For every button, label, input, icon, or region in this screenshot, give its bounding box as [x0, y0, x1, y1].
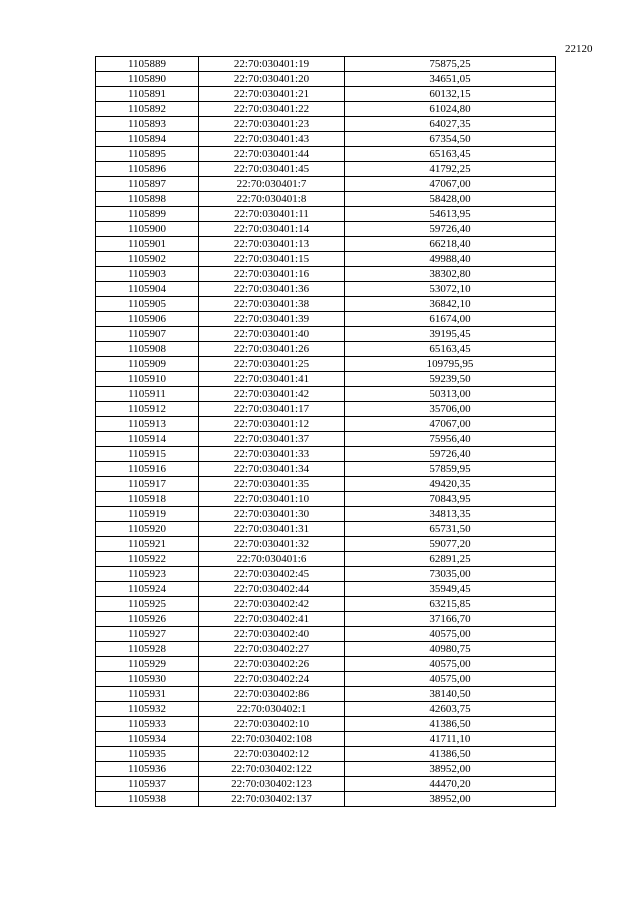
cadastral-number-cell: 22:70:030401:26	[199, 342, 345, 357]
value-cell: 35706,00	[345, 402, 556, 417]
record-number-cell: 1105930	[96, 672, 199, 687]
record-number-cell: 1105936	[96, 762, 199, 777]
record-number-cell: 1105891	[96, 87, 199, 102]
record-number-cell: 1105926	[96, 612, 199, 627]
value-cell: 75875,25	[345, 57, 556, 72]
value-cell: 60132,15	[345, 87, 556, 102]
cadastral-number-cell: 22:70:030402:44	[199, 582, 345, 597]
cadastral-number-cell: 22:70:030401:31	[199, 522, 345, 537]
cadastral-number-cell: 22:70:030402:1	[199, 702, 345, 717]
value-cell: 41386,50	[345, 717, 556, 732]
record-number-cell: 1105934	[96, 732, 199, 747]
record-number-cell: 1105931	[96, 687, 199, 702]
cadastral-number-cell: 22:70:030402:27	[199, 642, 345, 657]
record-number-cell: 1105914	[96, 432, 199, 447]
record-number-cell: 1105901	[96, 237, 199, 252]
table-row	[96, 507, 556, 522]
value-cell: 53072,10	[345, 282, 556, 297]
cadastral-number-cell: 22:70:030401:36	[199, 282, 345, 297]
cadastral-number-cell: 22:70:030401:25	[199, 357, 345, 372]
value-cell: 37166,70	[345, 612, 556, 627]
record-number-cell: 1105910	[96, 372, 199, 387]
value-cell: 40575,00	[345, 627, 556, 642]
record-number-cell: 1105921	[96, 537, 199, 552]
cadastral-number-cell: 22:70:030402:10	[199, 717, 345, 732]
table-row	[96, 222, 556, 237]
registry-table	[95, 56, 556, 807]
record-number-cell: 1105889	[96, 57, 199, 72]
record-number-cell: 1105909	[96, 357, 199, 372]
record-number-cell: 1105922	[96, 552, 199, 567]
record-number-cell: 1105916	[96, 462, 199, 477]
record-number-cell: 1105919	[96, 507, 199, 522]
record-number-cell: 1105907	[96, 327, 199, 342]
table-row	[96, 582, 556, 597]
record-number-cell: 1105906	[96, 312, 199, 327]
value-cell: 35949,45	[345, 582, 556, 597]
value-cell: 38952,00	[345, 762, 556, 777]
cadastral-number-cell: 22:70:030401:11	[199, 207, 345, 222]
value-cell: 66218,40	[345, 237, 556, 252]
cadastral-number-cell: 22:70:030401:30	[199, 507, 345, 522]
value-cell: 38140,50	[345, 687, 556, 702]
record-number-cell: 1105935	[96, 747, 199, 762]
cadastral-number-cell: 22:70:030401:44	[199, 147, 345, 162]
table-row	[96, 252, 556, 267]
table-row	[96, 327, 556, 342]
table-row	[96, 117, 556, 132]
cadastral-number-cell: 22:70:030401:15	[199, 252, 345, 267]
table-row	[96, 792, 556, 807]
record-number-cell: 1105911	[96, 387, 199, 402]
record-number-cell: 1105902	[96, 252, 199, 267]
cadastral-number-cell: 22:70:030401:21	[199, 87, 345, 102]
value-cell: 70843,95	[345, 492, 556, 507]
value-cell: 109795,95	[345, 357, 556, 372]
cadastral-number-cell: 22:70:030401:23	[199, 117, 345, 132]
value-cell: 39195,45	[345, 327, 556, 342]
value-cell: 59239,50	[345, 372, 556, 387]
table-row	[96, 162, 556, 177]
value-cell: 34651,05	[345, 72, 556, 87]
value-cell: 41386,50	[345, 747, 556, 762]
table-row	[96, 237, 556, 252]
table-row	[96, 642, 556, 657]
record-number-cell: 1105892	[96, 102, 199, 117]
table-row	[96, 717, 556, 732]
cadastral-number-cell: 22:70:030402:41	[199, 612, 345, 627]
value-cell: 61674,00	[345, 312, 556, 327]
cadastral-number-cell: 22:70:030401:20	[199, 72, 345, 87]
cadastral-number-cell: 22:70:030401:16	[199, 267, 345, 282]
cadastral-number-cell: 22:70:030401:34	[199, 462, 345, 477]
record-number-cell: 1105890	[96, 72, 199, 87]
value-cell: 57859,95	[345, 462, 556, 477]
record-number-cell: 1105900	[96, 222, 199, 237]
table-row	[96, 537, 556, 552]
value-cell: 58428,00	[345, 192, 556, 207]
cadastral-number-cell: 22:70:030401:19	[199, 57, 345, 72]
value-cell: 62891,25	[345, 552, 556, 567]
record-number-cell: 1105927	[96, 627, 199, 642]
cadastral-number-cell: 22:70:030402:42	[199, 597, 345, 612]
cadastral-number-cell: 22:70:030402:26	[199, 657, 345, 672]
record-number-cell: 1105929	[96, 657, 199, 672]
cadastral-number-cell: 22:70:030401:43	[199, 132, 345, 147]
value-cell: 36842,10	[345, 297, 556, 312]
cadastral-number-cell: 22:70:030401:14	[199, 222, 345, 237]
table-row	[96, 372, 556, 387]
cadastral-number-cell: 22:70:030402:45	[199, 567, 345, 582]
cadastral-number-cell: 22:70:030401:37	[199, 432, 345, 447]
table-row	[96, 357, 556, 372]
cadastral-number-cell: 22:70:030401:42	[199, 387, 345, 402]
table-row	[96, 492, 556, 507]
value-cell: 65163,45	[345, 147, 556, 162]
record-number-cell: 1105937	[96, 777, 199, 792]
record-number-cell: 1105920	[96, 522, 199, 537]
value-cell: 73035,00	[345, 567, 556, 582]
cadastral-number-cell: 22:70:030401:22	[199, 102, 345, 117]
record-number-cell: 1105913	[96, 417, 199, 432]
cadastral-number-cell: 22:70:030401:33	[199, 447, 345, 462]
record-number-cell: 1105903	[96, 267, 199, 282]
table-row	[96, 672, 556, 687]
table-row	[96, 597, 556, 612]
value-cell: 47067,00	[345, 417, 556, 432]
value-cell: 75956,40	[345, 432, 556, 447]
cadastral-number-cell: 22:70:030401:45	[199, 162, 345, 177]
record-number-cell: 1105904	[96, 282, 199, 297]
table-row	[96, 552, 556, 567]
table-row	[96, 417, 556, 432]
table-row	[96, 267, 556, 282]
record-number-cell: 1105896	[96, 162, 199, 177]
record-number-cell: 1105923	[96, 567, 199, 582]
table-row	[96, 432, 556, 447]
cadastral-number-cell: 22:70:030401:13	[199, 237, 345, 252]
cadastral-number-cell: 22:70:030402:24	[199, 672, 345, 687]
table-row	[96, 102, 556, 117]
cadastral-number-cell: 22:70:030402:108	[199, 732, 345, 747]
value-cell: 42603,75	[345, 702, 556, 717]
cadastral-number-cell: 22:70:030401:39	[199, 312, 345, 327]
value-cell: 41711,10	[345, 732, 556, 747]
cadastral-number-cell: 22:70:030402:122	[199, 762, 345, 777]
table-row	[96, 657, 556, 672]
value-cell: 65731,50	[345, 522, 556, 537]
table-row	[96, 147, 556, 162]
record-number-cell: 1105925	[96, 597, 199, 612]
record-number-cell: 1105933	[96, 717, 199, 732]
table-row	[96, 687, 556, 702]
record-number-cell: 1105908	[96, 342, 199, 357]
value-cell: 47067,00	[345, 177, 556, 192]
cadastral-number-cell: 22:70:030402:123	[199, 777, 345, 792]
record-number-cell: 1105924	[96, 582, 199, 597]
record-number-cell: 1105938	[96, 792, 199, 807]
record-number-cell: 1105893	[96, 117, 199, 132]
table-row	[96, 627, 556, 642]
table-row	[96, 732, 556, 747]
value-cell: 65163,45	[345, 342, 556, 357]
cadastral-number-cell: 22:70:030401:10	[199, 492, 345, 507]
registry-table-body	[96, 57, 556, 807]
cadastral-number-cell: 22:70:030401:6	[199, 552, 345, 567]
table-row	[96, 612, 556, 627]
table-row	[96, 777, 556, 792]
record-number-cell: 1105895	[96, 147, 199, 162]
cadastral-number-cell: 22:70:030401:17	[199, 402, 345, 417]
table-row	[96, 342, 556, 357]
cadastral-number-cell: 22:70:030401:8	[199, 192, 345, 207]
value-cell: 44470,20	[345, 777, 556, 792]
cadastral-number-cell: 22:70:030401:40	[199, 327, 345, 342]
value-cell: 59726,40	[345, 222, 556, 237]
table-row	[96, 177, 556, 192]
table-row	[96, 57, 556, 72]
value-cell: 59726,40	[345, 447, 556, 462]
value-cell: 54613,95	[345, 207, 556, 222]
value-cell: 63215,85	[345, 597, 556, 612]
table-row	[96, 282, 556, 297]
table-row	[96, 702, 556, 717]
value-cell: 59077,20	[345, 537, 556, 552]
table-row	[96, 132, 556, 147]
record-number-cell: 1105897	[96, 177, 199, 192]
cadastral-number-cell: 22:70:030401:12	[199, 417, 345, 432]
table-row	[96, 747, 556, 762]
table-row	[96, 462, 556, 477]
value-cell: 34813,35	[345, 507, 556, 522]
table-row	[96, 72, 556, 87]
cadastral-number-cell: 22:70:030401:41	[199, 372, 345, 387]
record-number-cell: 1105915	[96, 447, 199, 462]
table-row	[96, 762, 556, 777]
value-cell: 61024,80	[345, 102, 556, 117]
table-row	[96, 402, 556, 417]
cadastral-number-cell: 22:70:030401:35	[199, 477, 345, 492]
record-number-cell: 1105894	[96, 132, 199, 147]
table-row	[96, 447, 556, 462]
page-number: 22120	[565, 43, 593, 55]
table-row	[96, 297, 556, 312]
value-cell: 49420,35	[345, 477, 556, 492]
record-number-cell: 1105898	[96, 192, 199, 207]
record-number-cell: 1105905	[96, 297, 199, 312]
value-cell: 38952,00	[345, 792, 556, 807]
value-cell: 40980,75	[345, 642, 556, 657]
value-cell: 40575,00	[345, 672, 556, 687]
value-cell: 50313,00	[345, 387, 556, 402]
table-row	[96, 207, 556, 222]
cadastral-number-cell: 22:70:030402:137	[199, 792, 345, 807]
value-cell: 41792,25	[345, 162, 556, 177]
record-number-cell: 1105917	[96, 477, 199, 492]
record-number-cell: 1105899	[96, 207, 199, 222]
record-number-cell: 1105932	[96, 702, 199, 717]
table-row	[96, 192, 556, 207]
value-cell: 67354,50	[345, 132, 556, 147]
value-cell: 64027,35	[345, 117, 556, 132]
table-row	[96, 312, 556, 327]
cadastral-number-cell: 22:70:030401:38	[199, 297, 345, 312]
cadastral-number-cell: 22:70:030401:7	[199, 177, 345, 192]
record-number-cell: 1105918	[96, 492, 199, 507]
value-cell: 49988,40	[345, 252, 556, 267]
table-row	[96, 387, 556, 402]
table-row	[96, 567, 556, 582]
value-cell: 38302,80	[345, 267, 556, 282]
record-number-cell: 1105928	[96, 642, 199, 657]
table-row	[96, 87, 556, 102]
value-cell: 40575,00	[345, 657, 556, 672]
cadastral-number-cell: 22:70:030401:32	[199, 537, 345, 552]
cadastral-number-cell: 22:70:030402:12	[199, 747, 345, 762]
cadastral-number-cell: 22:70:030402:40	[199, 627, 345, 642]
table-row	[96, 477, 556, 492]
cadastral-number-cell: 22:70:030402:86	[199, 687, 345, 702]
table-row	[96, 522, 556, 537]
record-number-cell: 1105912	[96, 402, 199, 417]
